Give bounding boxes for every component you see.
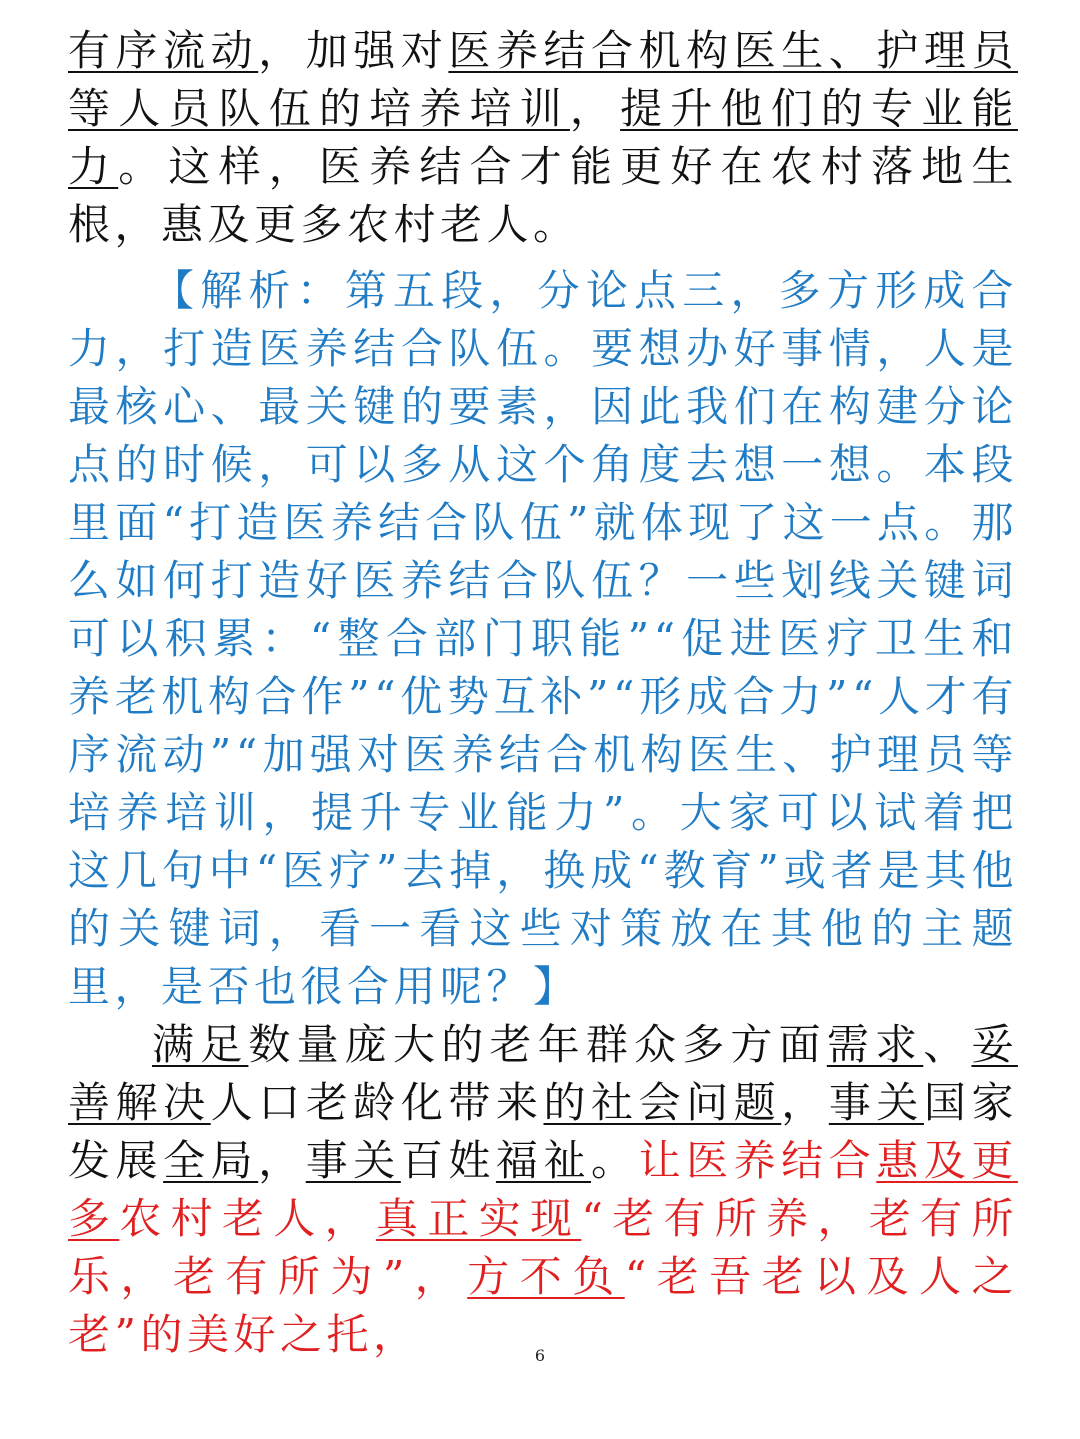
body-paragraph-2 (68, 1016, 1018, 1364)
text-segment: 福祉 (495, 1136, 592, 1185)
text-segment: 医养结合机构医生、护理员等人员队伍的培养培训 (68, 26, 1018, 133)
text-segment: 的社会问题 (543, 1078, 782, 1127)
text-segment: 、 (923, 1020, 972, 1069)
text-segment: ， (781, 1078, 829, 1127)
body-paragraph-1 (68, 22, 1018, 254)
text-segment: 满足 (152, 1020, 249, 1069)
text-segment: 全局 (163, 1136, 259, 1185)
text-segment: 事关 (828, 1078, 924, 1127)
text-segment: 。这样，医养结合才能更好在农村落地生根，惠及更多农村老人。 (68, 142, 1018, 249)
text-segment: 有序流动 (68, 26, 259, 75)
text-segment: 提升他们的专业能力 (68, 84, 1018, 191)
text-segment: ， (569, 84, 621, 133)
text-segment: 方不负 (467, 1252, 625, 1301)
text-segment: 国家发展 (68, 1078, 1018, 1185)
text-segment: 真正实现 (376, 1194, 582, 1243)
text-segment: 让医养结合 (638, 1136, 877, 1185)
text-segment: ，加强对 (258, 26, 449, 75)
text-segment: 农村老人， (119, 1194, 377, 1243)
text-segment: 人口老龄化带来 (210, 1078, 544, 1127)
text-segment: 数量庞大的老年群众多方面 (248, 1020, 827, 1069)
analysis-paragraph: 【解析：第五段，分论点三，多方形成合力，打造医养结合队伍。要想办好事情，人是最核心、最关键的要素，因此我们在构建分论点的时候，可以多从这个角度去想一想。本段里面“打造医养结合队伍”就体现了这一点。那么如何打造好医养结合队伍？一些划线关键词可以积累：“整合部门职能”“促进医疗卫生和养老机构合作”“优势互补”“形成合力”“人才有序流动”“加强对医养结合机构医生、护理员等培养培训，提升专业能力”。大家可以试着把这几句中“医疗”去掉，换成“教育”或者是其他的关键词，看一看这些对策放在其他的主题里，是否也很合用呢？】 (68, 266, 1018, 1011)
page-number: 6 (534, 1346, 546, 1365)
text-segment: “老有所养，老有所乐，老有所为”， (68, 1194, 1018, 1301)
text-segment: 事关 (305, 1136, 401, 1185)
text-segment: ， (258, 1136, 306, 1185)
text-segment: 需求 (826, 1020, 924, 1069)
text-segment: 惠及更多 (68, 1136, 1018, 1243)
text-segment: 妥善解决 (68, 1020, 1018, 1127)
text-segment: 。 (591, 1136, 639, 1185)
text-segment: “老吾老以及人之老”的美好之托， (68, 1252, 1018, 1359)
text-segment: 百姓 (400, 1136, 496, 1185)
